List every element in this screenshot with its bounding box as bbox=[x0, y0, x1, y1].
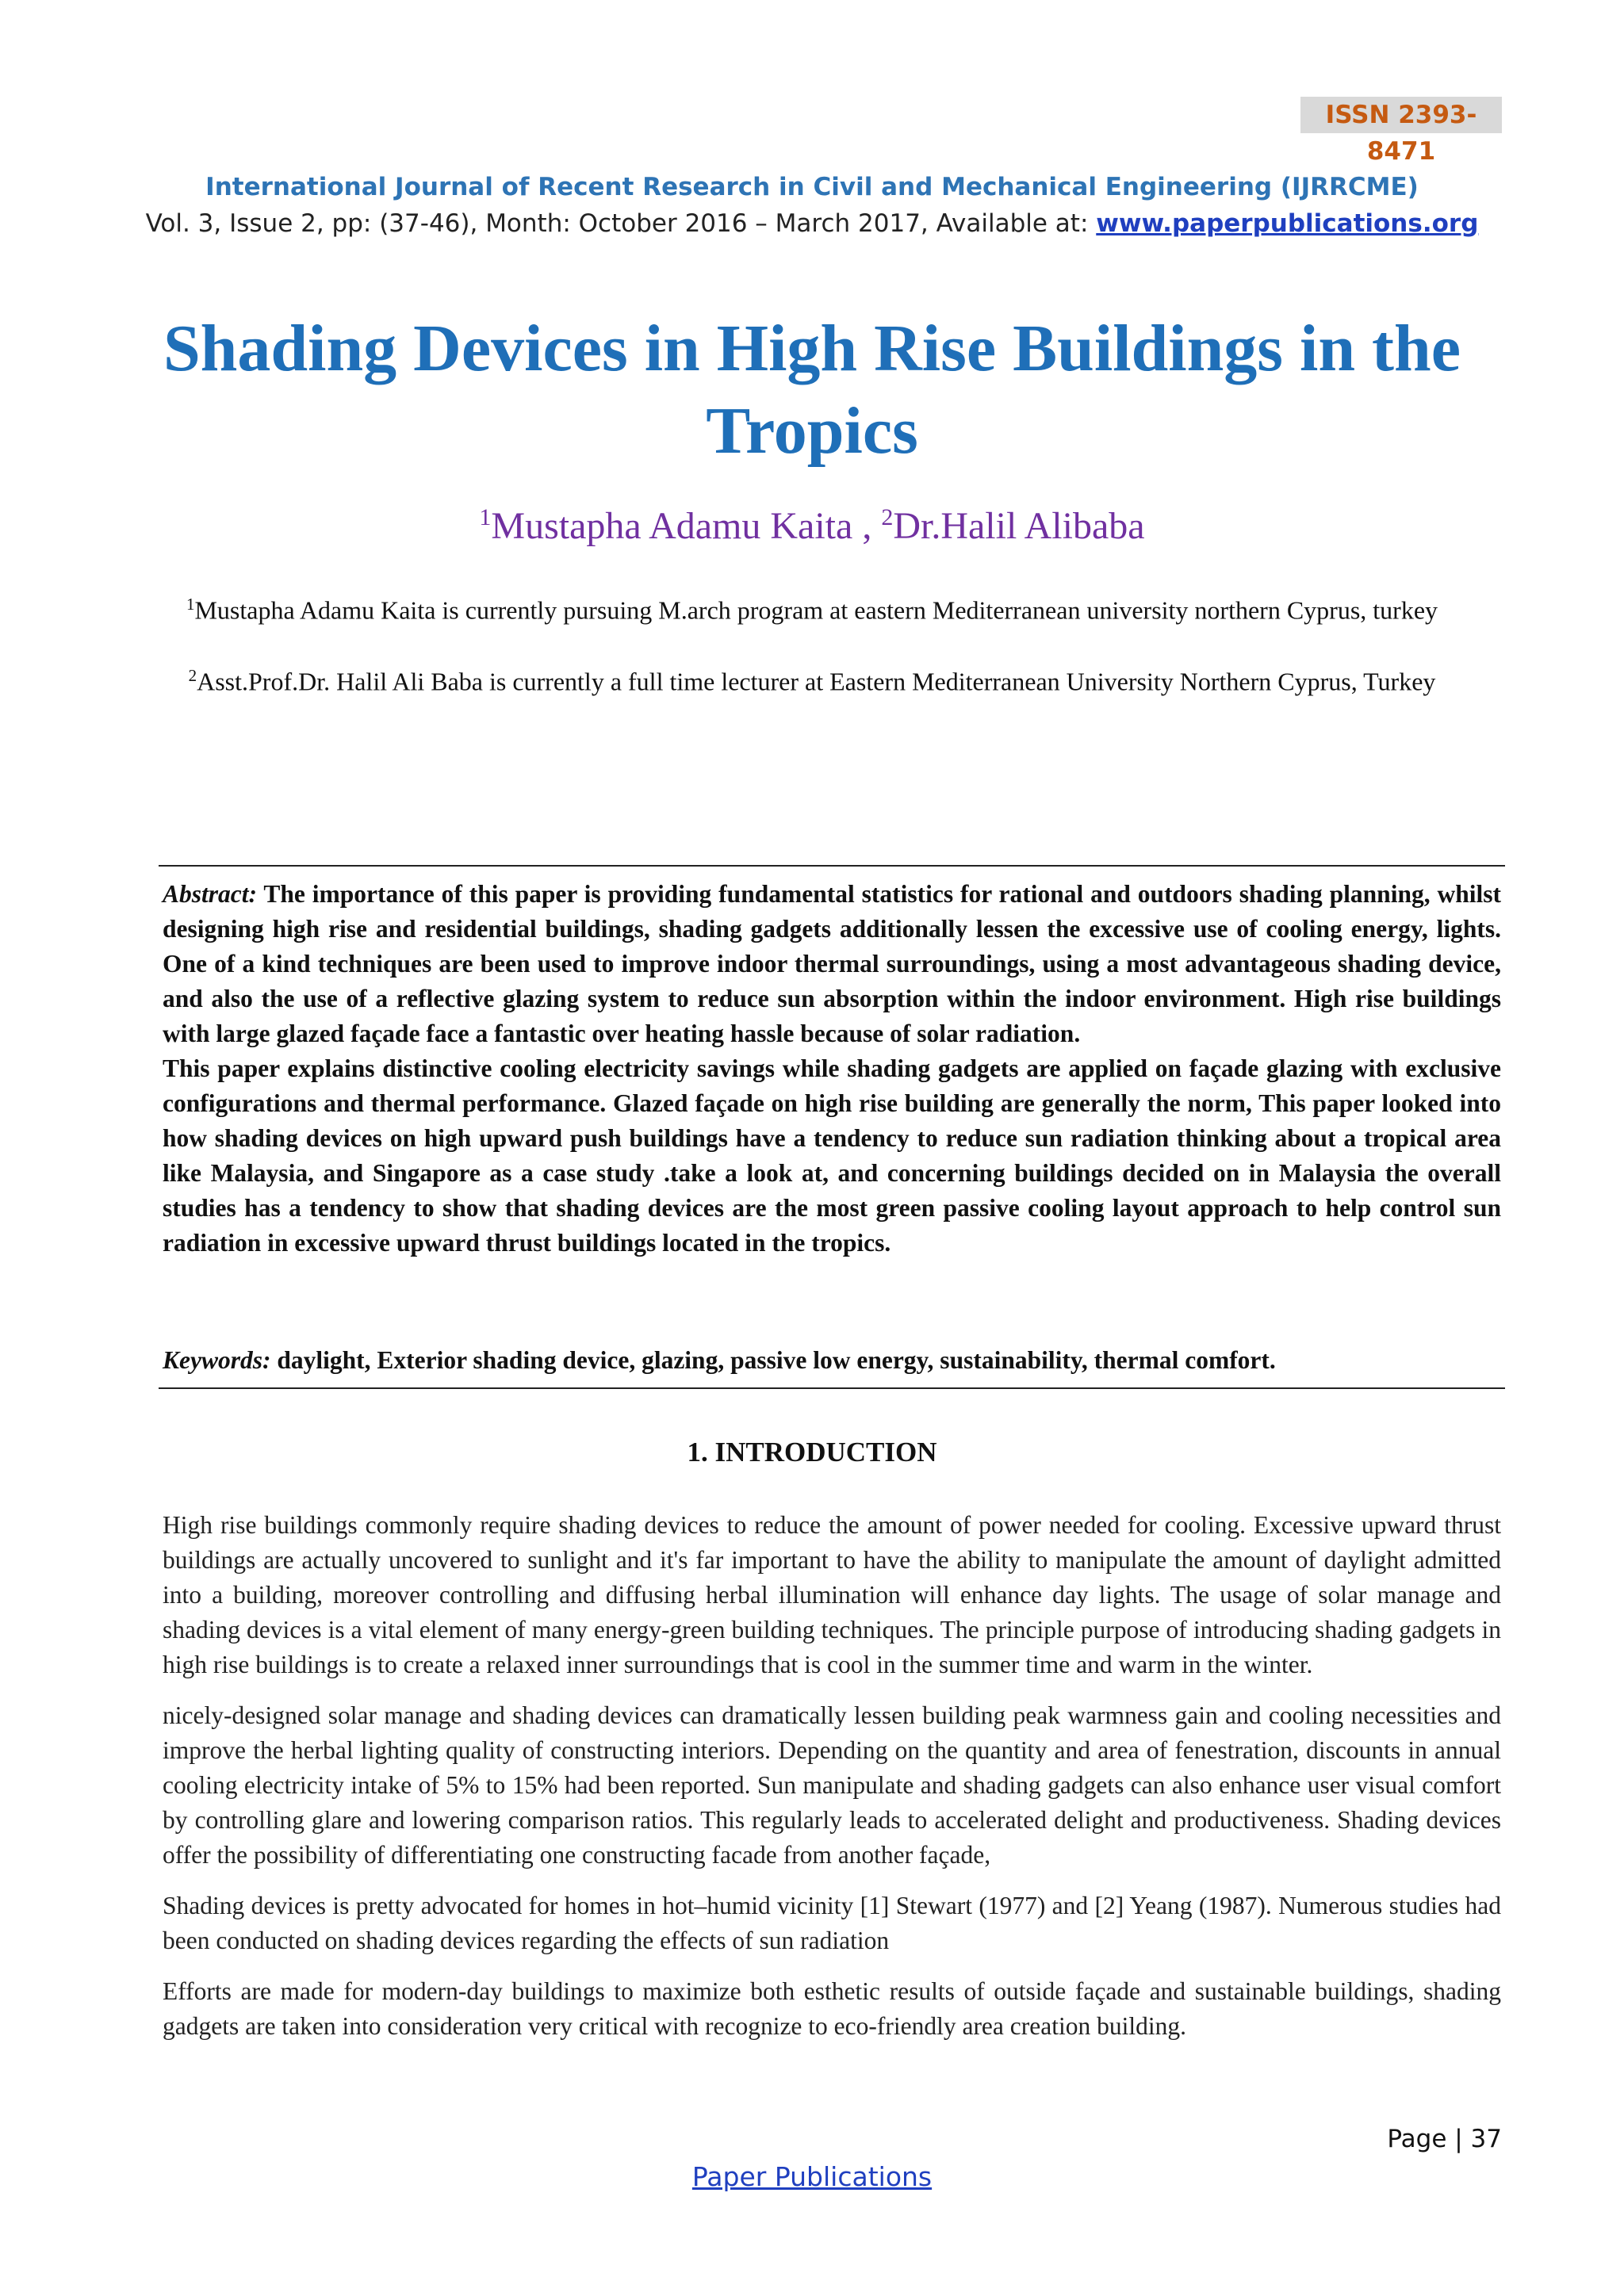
volume-info bbox=[0, 209, 1624, 238]
author-2-superscript: 2 bbox=[881, 504, 894, 530]
author-1-name: Mustapha Adamu Kaita , bbox=[491, 505, 882, 547]
keywords bbox=[163, 1346, 1501, 1375]
publisher-link[interactable]: Paper Publications bbox=[691, 2161, 933, 2192]
page-number: Page | 37 bbox=[1387, 2125, 1502, 2153]
body-paragraph-2: nicely-designed solar manage and shading devices can dramatically lessen building peak warmness gain and cooling necessities and improve the herbal lighting quality of constructing interiors. Depending on the quantity and area of fenestration, discounts in annual cooling electricity intake of 5% to 15% had been reported. Sun manipulate and shading gadgets can also enhance user visual comfort by controlling glare and lowering comparison ratios. This regularly leads to accelerated delight and productiveness. Shading devices offer the possibility of differentiating one constructing facade from another façade, bbox=[163, 1701, 1501, 1869]
affiliation-1-text: Mustapha Adamu Kaita is currently pursuing M.arch program at eastern Mediterranean university northern Cyprus, turkey bbox=[194, 595, 1438, 625]
body-paragraph-3: Shading devices is pretty advocated for homes in hot–humid vicinity [1] Stewart (1977) and [2] Yeang (1987). Numerous studies had been conducted on shading devices regarding the effects of sun radiation bbox=[163, 1892, 1501, 1954]
author-line bbox=[0, 504, 1624, 548]
journal-title: International Journal of Recent Research in Civil and Mechanical Engineering (IJRRCME) bbox=[205, 173, 1419, 201]
abstract-top-rule bbox=[159, 865, 1505, 867]
body-paragraph-4: Efforts are made for modern-day buildings to maximize both esthetic results of outside façade and sustainable buildings, shading gadgets are taken into consideration very critical with recognize to eco-friendly area creation building. bbox=[163, 1977, 1501, 2040]
website-link[interactable]: www.paperpublications.org bbox=[1096, 209, 1479, 238]
section-heading-introduction: 1. INTRODUCTION bbox=[687, 1437, 937, 1468]
author-2-name: Dr.Halil Alibaba bbox=[893, 505, 1145, 547]
affiliation-1-superscript: 1 bbox=[186, 595, 195, 614]
affiliation-2-superscript: 2 bbox=[188, 666, 197, 685]
introduction-body bbox=[163, 1508, 1501, 2060]
body-paragraph-1: High rise buildings commonly require shading devices to reduce the amount of power needed for cooling. Excessive upward thrust buildings are actually uncovered to sunlight and it's far important to have the ability to manipulate the amount of daylight admitted into a building, moreover controlling and diffusing herbal illumination will enhance day lights. The usage of solar manage and shading devices is a vital element of many energy-green building techniques. The principle purpose of introducing shading gadgets in high rise buildings is to create a relaxed inner surroundings that is cool in the summer time and warm in the winter. bbox=[163, 1511, 1501, 1678]
abstract-bottom-rule bbox=[159, 1387, 1505, 1389]
paper-title: Shading Devices in High Rise Buildings in the Tropics bbox=[163, 312, 1461, 468]
abstract-text-1: The importance of this paper is providing fundamental statistics for rational and outdoors shading planning, whilst designing high rise and residential buildings, shading gadgets additionally lessen the excessive use of cooling energy, lights. One of a kind techniques are been used to improve indoor thermal surroundings, using a most advantageous shading device, and also the use of a reflective glazing system to reduce sun absorption within the indoor environment. High rise buildings with large glazed façade face a fantastic over heating hassle because of solar radiation. bbox=[163, 880, 1502, 1047]
keywords-text: daylight, Exterior shading device, glazing, passive low energy, sustainability, thermal comfort. bbox=[277, 1346, 1276, 1374]
abstract bbox=[163, 877, 1501, 1261]
keywords-label: Keywords: bbox=[163, 1346, 271, 1374]
affiliation-2-text: Asst.Prof.Dr. Halil Ali Baba is currently a full time lecturer at Eastern Mediterranean University Northern Cyprus, Turkey bbox=[197, 667, 1436, 696]
abstract-paragraph-2: This paper explains distinctive cooling electricity savings while shading gadgets are applied on façade glazing with exclusive configurations and thermal performance. Glazed façade on high rise building are generally the norm, This paper looked into how shading devices on high upward push buildings have a tendency to reduce sun radiation thinking about a tropical area like Malaysia, and Singapore as a case study .take a look at, and concerning buildings decided on in Malaysia the overall studies has a tendency to show that shading devices are the most green passive cooling layout approach to help control sun radiation in excessive upward thrust buildings located in the tropics. bbox=[163, 1054, 1501, 1257]
affiliation-2 bbox=[182, 658, 1442, 699]
volume-text: Vol. 3, Issue 2, pp: (37-46), Month: October 2016 – March 2017, Available at: bbox=[145, 209, 1097, 238]
author-1-superscript: 1 bbox=[479, 504, 492, 530]
abstract-label: Abstract: bbox=[163, 880, 258, 908]
abstract-paragraph-1 bbox=[163, 877, 1501, 1051]
affiliation-1 bbox=[182, 587, 1442, 628]
issn-badge: ISSN 2393-8471 bbox=[1300, 97, 1502, 133]
